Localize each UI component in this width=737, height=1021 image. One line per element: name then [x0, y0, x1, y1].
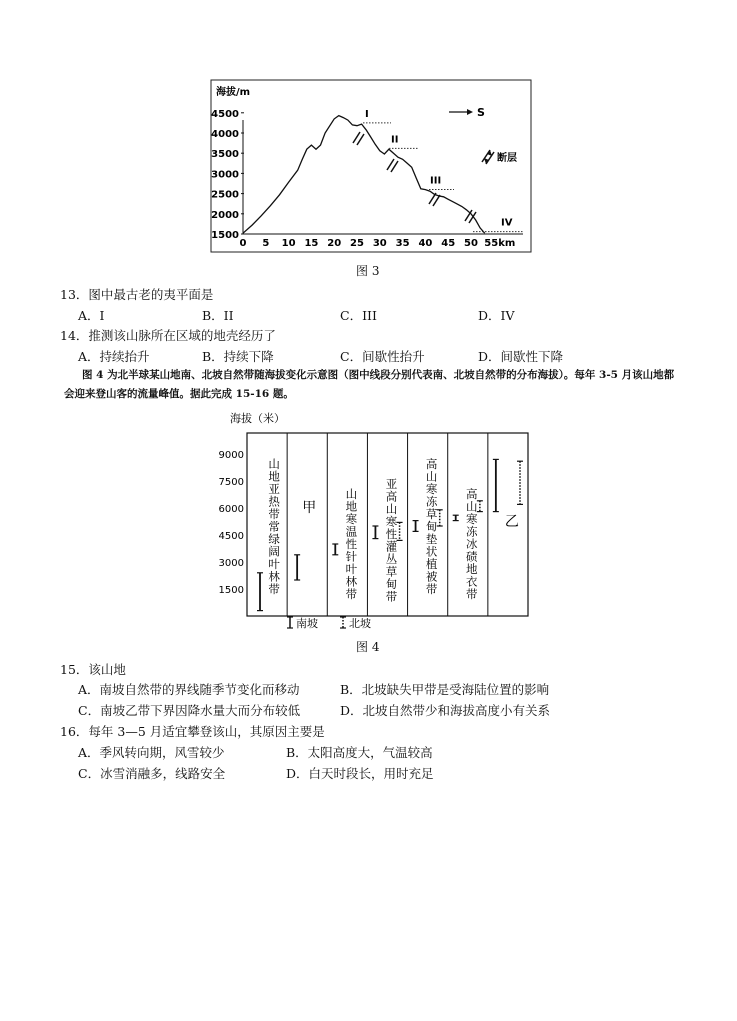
q14-option-d: D．间歇性下降 — [478, 349, 564, 364]
q13-option-b: B．II — [202, 308, 234, 323]
fault-markers — [353, 132, 476, 223]
zone-label-0: 山地亚热带常绿阔叶林带 — [268, 457, 280, 596]
figure-4-intro-text: 图 4 为北半球某山地南、北坡自然带随海拔变化示意图（图中线段分别代表南、北坡自然带的分布海拔）。每年 3-5 月该山地都会迎来登山客的流量峰值。据此完成 15-16 题。 — [64, 369, 675, 400]
fault-legend-label: 断层 — [497, 153, 517, 164]
y-tick-label-3000: 3000 — [211, 169, 239, 181]
legend-north-label: 北坡 — [349, 617, 371, 630]
q14-option-a: A．持续抬升 — [78, 349, 150, 364]
q16-option-c: C．冰雪消融多，线路安全 — [78, 766, 226, 781]
x-tick-label-10: 50 — [464, 238, 478, 249]
x-tick-label-4: 20 — [327, 238, 342, 249]
q13-option-c: C．III — [340, 308, 377, 323]
y-tick-label-3500: 3500 — [211, 149, 239, 161]
y-tick-label-3000: 3000 — [218, 558, 244, 569]
zone-label-4: 高山寒冻草甸垫状植被带 — [425, 457, 438, 596]
q13-option-a: A．I — [78, 308, 105, 323]
figure-3-terrain-profile — [211, 80, 531, 252]
zone-label-6: 乙 — [504, 514, 519, 530]
terrain-profile-line — [243, 116, 485, 234]
legend-south-icon — [287, 617, 293, 628]
direction-arrowhead-icon — [467, 109, 473, 115]
x-tick-label-7: 35 — [395, 238, 410, 249]
q14-stem: 14．推测该山脉所在区域的地壳经历了 — [60, 328, 276, 343]
y-tick-label-2500: 2500 — [211, 189, 239, 201]
x-tick-label-1: 5 — [262, 238, 270, 249]
figure-4-caption: 图 4 — [356, 640, 380, 654]
q16-stem: 16．每年 3—5 月适宜攀登该山，其原因主要是 — [60, 724, 325, 739]
x-tick-label-5: 25 — [350, 238, 364, 249]
y-tick-label-2000: 2000 — [211, 209, 239, 221]
x-tick-label-11: 55km — [484, 238, 516, 249]
figure-3-caption: 图 3 — [356, 264, 380, 278]
zone-label-5: 高山寒冻冰碛地衣带 — [466, 487, 478, 601]
zone-label-1: 甲 — [302, 500, 317, 516]
figure-3-y-axis-label: 海拔/m — [216, 87, 251, 98]
y-tick-label-9000: 9000 — [218, 450, 244, 461]
y-tick-label-4500: 4500 — [211, 108, 239, 120]
y-tick-label-7500: 7500 — [218, 477, 244, 488]
fault-legend-icon — [482, 150, 494, 164]
q15-option-d: D．北坡自然带少和海拔高度小有关系 — [340, 703, 551, 718]
q15-option-a: A．南坡自然带的界线随季节变化而移动 — [78, 682, 300, 697]
q13-option-d: D．IV — [478, 308, 515, 323]
y-tick-label-1500: 1500 — [218, 585, 244, 596]
planation-surface-label-III: III — [430, 175, 442, 187]
q15-option-c: C．南坡乙带下界因降水量大而分布较低 — [78, 703, 301, 718]
zone-label-3: 亚高山寒性灌丛草甸带 — [385, 477, 398, 604]
x-tick-label-2: 10 — [281, 238, 296, 249]
legend-south-label: 南坡 — [296, 617, 318, 630]
q16-option-a: A．季风转向期，风雪较少 — [78, 745, 225, 760]
x-tick-label-6: 30 — [372, 238, 387, 249]
direction-label: S — [477, 106, 485, 119]
y-tick-label-1500: 1500 — [211, 230, 239, 241]
q13-stem: 13．图中最古老的夷平面是 — [60, 287, 214, 302]
legend-north-icon — [340, 617, 346, 628]
q14-option-b: B．持续下降 — [202, 349, 274, 364]
y-tick-label-4000: 4000 — [211, 129, 239, 140]
y-tick-label-4500: 4500 — [218, 531, 244, 542]
x-tick-label-8: 40 — [418, 238, 433, 249]
q15-stem: 15．该山地 — [60, 662, 126, 677]
x-tick-label-9: 45 — [441, 238, 456, 249]
planation-surface-label-II: II — [391, 134, 399, 146]
q14-option-c: C．间歇性抬升 — [340, 349, 425, 364]
zone-label-2: 山地寒温性针叶林带 — [345, 487, 358, 601]
planation-surface-label-IV: IV — [501, 217, 513, 229]
q16-option-b: B．太阳高度大，气温较高 — [286, 745, 433, 760]
figure-4-y-axis-label: 海拔（米） — [230, 412, 285, 425]
x-tick-label-0: 0 — [239, 238, 247, 249]
figure-4-vegetation-zones — [218, 408, 534, 634]
planation-surface-label-I: I — [365, 108, 369, 120]
y-tick-label-6000: 6000 — [218, 504, 244, 515]
q16-option-d: D．白天时段长，用时充足 — [286, 766, 434, 781]
x-tick-label-3: 15 — [304, 238, 319, 249]
q15-option-b: B．北坡缺失甲带是受海陆位置的影响 — [340, 682, 550, 697]
